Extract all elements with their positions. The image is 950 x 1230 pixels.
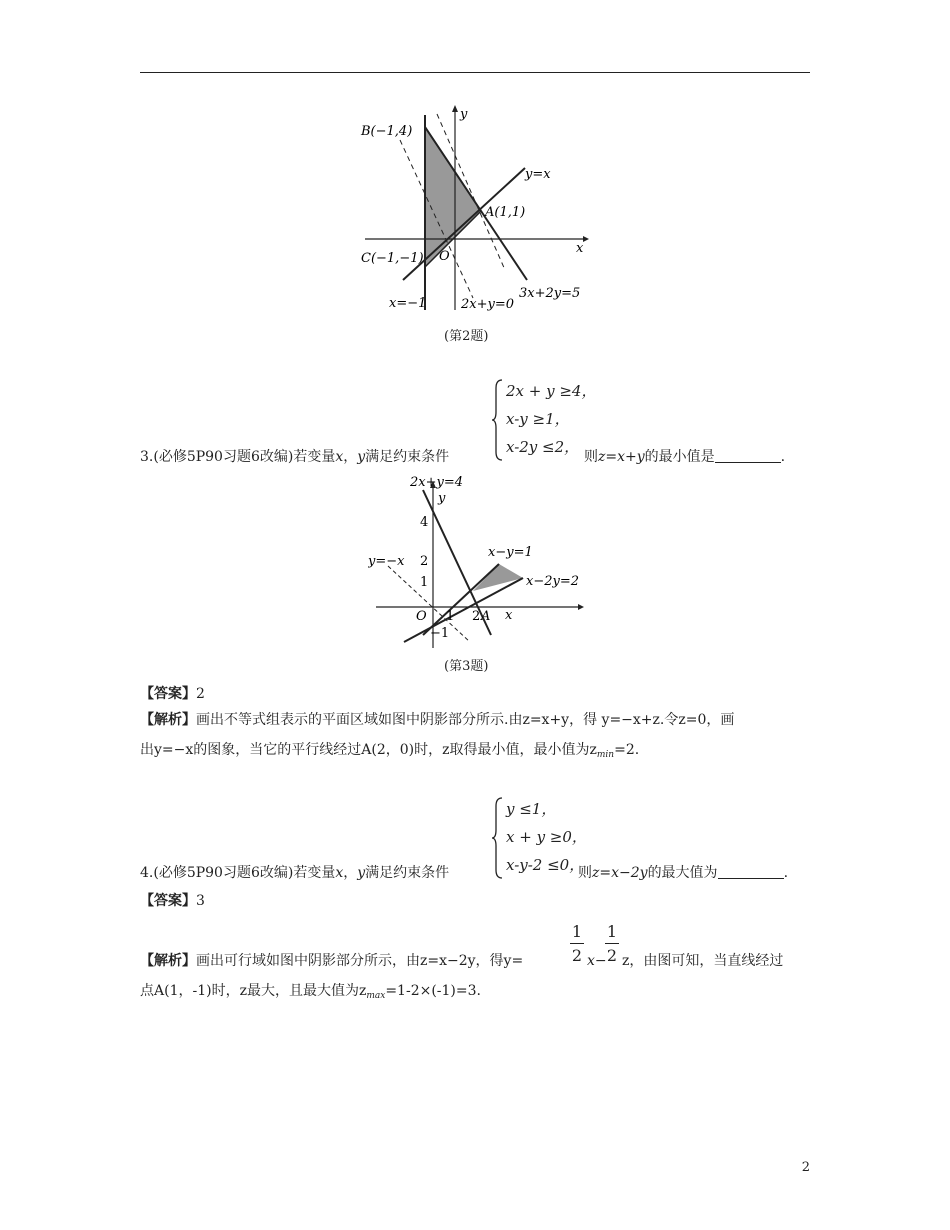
- label-C: C(−1,−1): [361, 251, 424, 266]
- question-4: 4.(必修5P90习题6改编)若变量x，y满足约束条件: [140, 865, 450, 881]
- analysis-4-mid: x−: [587, 953, 607, 969]
- label-x: x: [576, 241, 584, 256]
- label-2xy0: 2x+y=0: [461, 297, 515, 312]
- constraint-4-1: y ≤1，: [506, 800, 557, 818]
- constraint-4-3: x-y-2 ≤0，: [506, 856, 585, 874]
- tick-1: 1: [420, 575, 429, 590]
- label-A3: A: [481, 609, 491, 624]
- answer-3: 【答案】2: [140, 686, 205, 702]
- tick-2: 2: [420, 554, 429, 569]
- label-yx: y=x: [525, 167, 551, 182]
- tick-1x: 1: [446, 609, 455, 624]
- label-x3: x: [505, 608, 513, 623]
- caption-fig2: (第2题): [444, 329, 489, 344]
- analysis-4-line2: 点A(1，-1)时，z最大，且最大值为$z_{max}=1-2\times(-1)=3$.: [140, 983, 481, 1001]
- header-rule: [140, 72, 810, 73]
- tick-2x: 2: [472, 609, 481, 624]
- answer-blank-3: [715, 448, 781, 463]
- constraint-3-3: x-2y ≤2，: [506, 438, 580, 456]
- constraint-3-2: x-y ≥1，: [506, 410, 570, 428]
- tick-4: 4: [420, 515, 429, 530]
- label-2xy4: 2x+y=4: [410, 475, 464, 490]
- label-y: y: [460, 107, 468, 122]
- page-number: 2: [801, 1160, 810, 1175]
- caption-fig3: (第3题): [444, 659, 489, 674]
- analysis-3-line2: 出y=−x的图象，当它的平行线经过A(2，0)时，z取得最小值，最小值为$z_{min}=2$.: [140, 742, 640, 760]
- analysis-4-line1: 【解析】画出可行域如图中阴影部分所示，由z=x−2y，得y=: [140, 953, 524, 969]
- figure-3: [368, 470, 598, 650]
- tick-neg1: −1: [430, 626, 450, 641]
- figure-2: [355, 100, 605, 320]
- question-3: 3.(必修5P90习题6改编)若变量x，y满足约束条件: [140, 449, 450, 465]
- label-xy1: x−y=1: [488, 545, 533, 560]
- label-x2y2: x−2y=2: [526, 574, 580, 589]
- feasible-region-3: [473, 564, 523, 591]
- label-B: B(−1,4): [361, 124, 413, 139]
- label-O3: O: [416, 609, 427, 624]
- label-O: O: [439, 249, 450, 264]
- label-A: A(1,1): [485, 205, 526, 220]
- analysis-3-line1: 【解析】画出不等式组表示的平面区域如图中阴影部分所示.由z=x+y，得 y=−x+z.令z=0，画: [140, 712, 735, 728]
- fraction-half-1: 1 2: [571, 922, 583, 965]
- fraction-half-2: 1 2: [606, 922, 618, 965]
- question-3-tail: 则z=x+y的最小值是 .: [584, 449, 786, 465]
- constraint-3-1: 2x + y ≥4，: [506, 382, 597, 400]
- question-4-tail: 则z=x−2y的最大值为 .: [578, 865, 789, 881]
- label-y3: y: [438, 491, 446, 506]
- label-y-neg-x: y=−x: [368, 554, 405, 569]
- answer-blank-4: [718, 864, 784, 879]
- analysis-4-line1-end: z，由图可知，当直线经过: [622, 953, 784, 969]
- label-x-neg1: x=−1: [389, 296, 427, 311]
- answer-4: 【答案】3: [140, 893, 205, 909]
- label-3x2y5: 3x+2y=5: [519, 286, 581, 301]
- constraint-4-2: x + y ≥0，: [506, 828, 587, 846]
